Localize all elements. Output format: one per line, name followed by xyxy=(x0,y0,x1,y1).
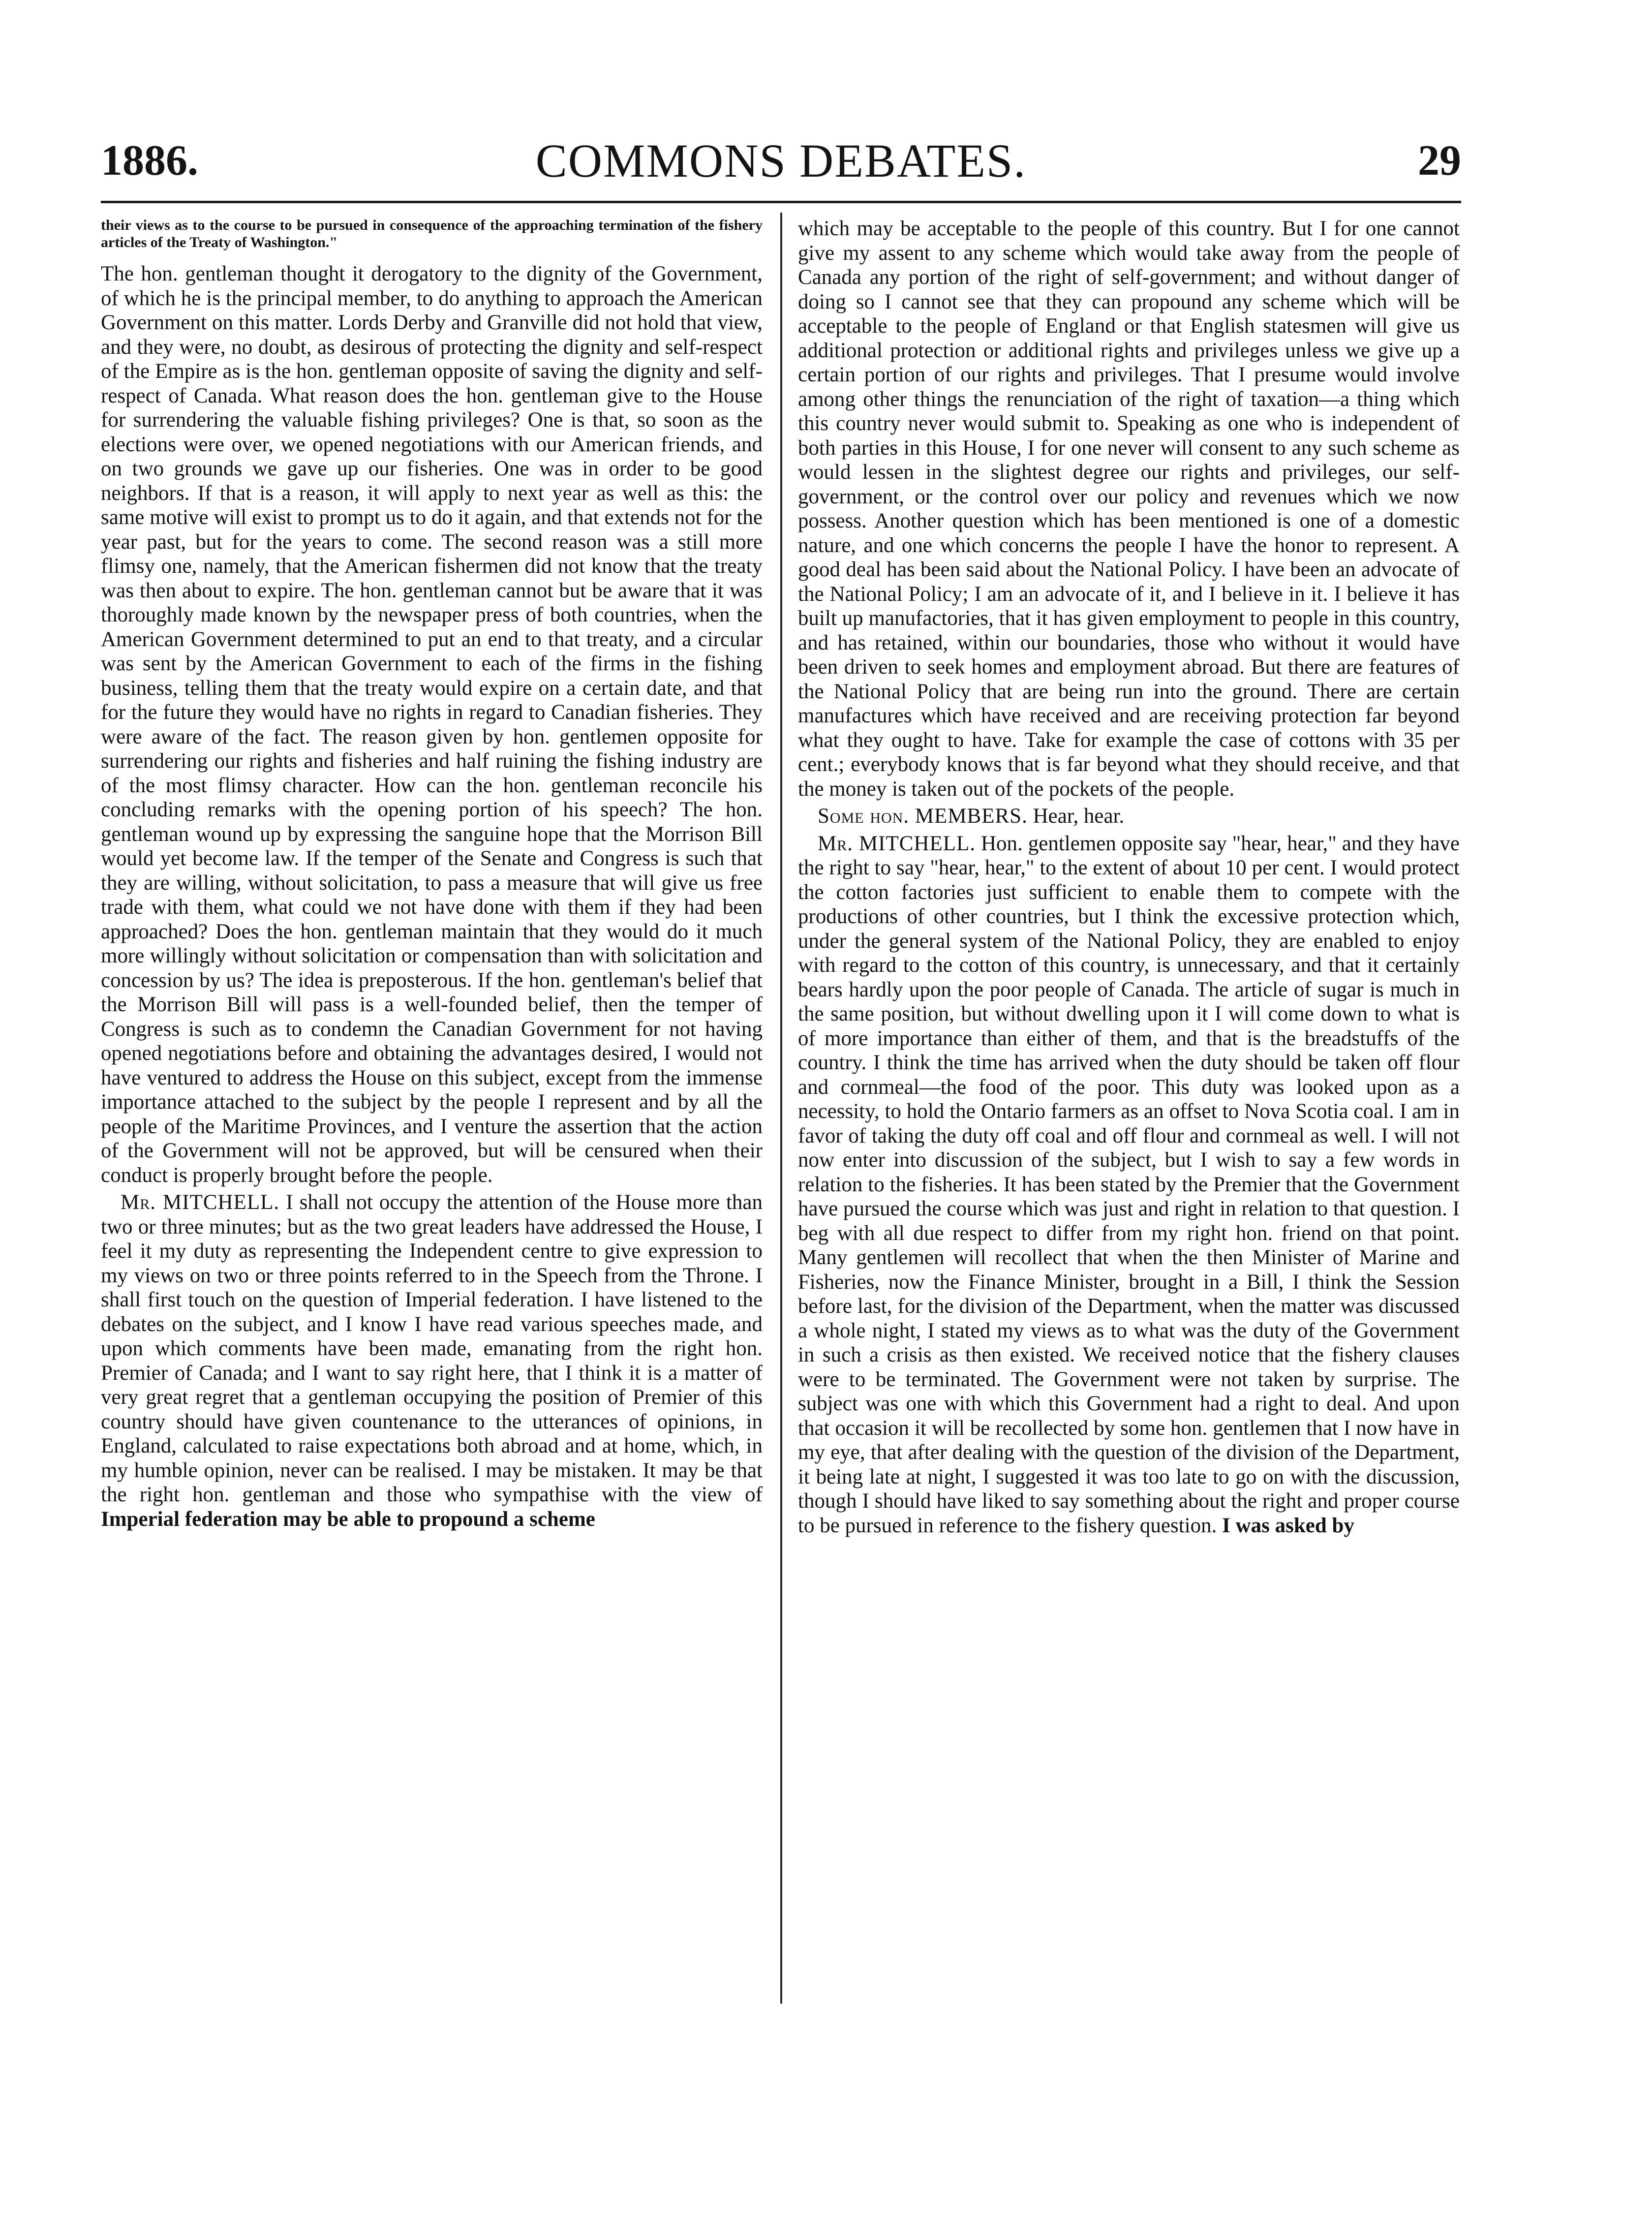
speaker-name: Mr. MITCHELL. xyxy=(818,832,976,855)
page-header xyxy=(101,129,1461,198)
right-column xyxy=(798,217,1460,2003)
quoted-passage: their views as to the course to be pursued in consequence of the approaching termination of the fishery articles of the Treaty of Washington." xyxy=(101,217,763,250)
header-year: 1886. xyxy=(101,137,198,185)
speaker-name: Some hon. MEMBERS. xyxy=(818,805,1028,828)
speech-text: I shall not occupy the attention of the House more than two or three minutes; but as the two great leaders have addressed the House, I feel it my duty as representing the Independent centre to give expression to my views on two or three points referred to in the Speech from the Throne. I shall first touch on the question of Imperial federation. I have listened to the debates on the subject, and I know I have read various speeches made, and upon which comments have been made, emanating from the right hon. Premier of Canada; and I want to say right here, that I think it is a matter of very great regret that a gentleman occupying the position of Premier of this country should have given countenance to the utterances of opinions, in England, calculated to raise expectations both abroad and at home, which, in my humble opinion, never can be realised. I may be mistaken. It may be that the right hon. gentleman and those who sympathise with the view of xyxy=(101,1191,763,1506)
speech-text-tail: Imperial federation may be able to propound a scheme xyxy=(101,1507,595,1531)
speaker-name: Mr. MITCHELL. xyxy=(121,1191,280,1214)
interjection-text: Hear, hear. xyxy=(1033,805,1125,828)
paragraph-interjection xyxy=(798,804,1460,829)
paragraph-2 xyxy=(101,1190,763,1531)
paragraph-1: The hon. gentleman thought it derogatory to the dignity of the Government, of which he is the principal member, to do anything to approach the American Government on this matter. Lords Derby and Granville did not hold that view, and they were, no doubt, as desirous of protecting the dignity and self-respect of the Empire as is the hon. gentleman opposite of saving the dignity and self-respect of Canada. What reason does the hon. gentleman give to the House for surrendering the valuable fishing privileges? One is that, so soon as the elections were over, we opened negotiations with our American friends, and on two grounds we gave up our fisheries. One was in order to be good neighbors. If that is a reason, it will apply to next year as well as this: the same motive will exist to prompt us to do it again, and that extends not for the year past, but for the years to come. The second reason was a still more flimsy one, namely, that the American fishermen did not know that the treaty was then about to expire. The hon. gentleman cannot but be aware that it was thoroughly made known by the newspaper press of both countries, when the American Government determined to put an end to that treaty, and a circular was sent by the American Government to each of the firms in the fishing business, telling them that the treaty would expire on a certain date, and that for the future they would have no rights in regard to Canadian fisheries. They were aware of the fact. The reason given by hon. gentlemen opposite for surrendering our rights and fisheries and half ruining the fishing industry are of the most flimsy character. How can the hon. gentleman reconcile his concluding remarks with the opening portion of his speech? The hon. gentleman wound up by expressing the sanguine hope that the Morrison Bill would yet become law. If the temper of the Senate and Congress is such that they are willing, without solicitation, to pass a measure that will give us free trade with them, what could we not have done with them if they had been approached? Does the hon. gentleman maintain that they would do it much more willingly without solicitation or compensation than with solicitation and concession by us? The idea is preposterous. If the hon. gentleman's belief that the Morrison Bill will pass is a well-founded belief, then the temper of Congress is such as to condemn the Canadian Government for not having opened negotiations before and obtaining the advantages desired, I would not have ventured to address the House on this subject, except from the immense importance attached to the subject by the people I represent and by all the people of the Maritime Provinces, and I venture the assertion that the action of the Government will not be approved, but will be censured when their conduct is properly brought before the people. xyxy=(101,262,763,1187)
speech-text: Hon. gentlemen opposite say "hear, hear," and they have the right to say "hear, hear," to the extent of about 10 per cent. I would protect the cotton factories just sufficient to enable them to compete with the productions of other countries, but I think the excessive protection which, under the general system of the National Policy, they are enabled to enjoy with regard to the cotton of this country, is unnecessary, and that it certainly bears hardly upon the poor people of Canada. The article of sugar is much in the same position, but without dwelling upon it I will come down to what is of more importance than either of them, and that is the breadstuffs of the country. I think the time has arrived when the duty should be taken off flour and cornmeal—the food of the poor. This duty was looked upon as a necessity, to hold the Ontario farmers as an offset to Nova Scotia coal. I am in favor of taking the duty off coal and off flour and cornmeal as well. I will not now enter into discussion of the subject, but I wish to say a few words in relation to the fisheries. It has been stated by the Premier that the Government have pursued the course which was just and right in relation to that question. I beg with all due respect to differ from my right hon. friend on that point. Many gentlemen will recollect that when the then Minister of Marine and Fisheries, now the Finance Minister, brought in a Bill, I think the Session before last, for the division of the Department, when the matter was discussed a whole night, I stated my views as to what was the duty of the Government in such a crisis as then existed. We received notice that the fishery clauses were to be terminated. The Government were not taken by surprise. The subject was one with which this Government had a right to deal. And upon that occasion it will be recollected by some hon. gentlemen that I now have in my eye, that after dealing with the question of the division of the Department, it being late at night, I suggested it was too late to go on with the discussion, though I should have liked to say something about the right and proper course to be pursued in reference to the fishery question. xyxy=(798,832,1460,1537)
left-column xyxy=(101,217,763,2003)
paragraph-continued: which may be acceptable to the people of this country. But I for one cannot give my assent to any scheme which would take away from the people of Canada any portion of the right of self-government; and without danger of doing so I cannot see that they can propound any scheme which will be acceptable to the people of England or that English statesmen will give us additional protection or additional rights and privileges unless we give up a certain portion of our rights and privileges. That I presume would involve among other things the renunciation of the right of taxation—a thing which this country never would submit to. Speaking as one who is independent of both parties in this House, I for one never will consent to any such scheme as would lessen in the slightest degree our rights and privileges, our self-government, or the control over our policy and revenues which we now possess. Another question which has been mentioned is one of a domestic nature, and one which concerns the people I have the honor to represent. A good deal has been said about the National Policy. I have been an advocate of the National Policy; I am an advocate of it, and I believe in it. I believe it has built up manufactories, that it has given employment to people in this country, and has retained, within our boundaries, those who without it would have been driven to seek homes and employment abroad. But there are features of the National Policy that are being run into the ground. There are certain manufactures which have received and are receiving protection far beyond what they ought to have. Take for example the case of cottons with 35 per cent.; everybody knows that is far beyond what they should receive, and that the money is taken out of the pockets of the people. xyxy=(798,217,1460,801)
header-page-number: 29 xyxy=(1418,137,1461,185)
speech-text-tail: I was asked by xyxy=(1222,1514,1354,1537)
paragraph-3 xyxy=(798,832,1460,1538)
header-title: COMMONS DEBATES. xyxy=(535,134,1027,187)
header-rule xyxy=(101,201,1461,203)
column-divider xyxy=(780,213,782,2004)
